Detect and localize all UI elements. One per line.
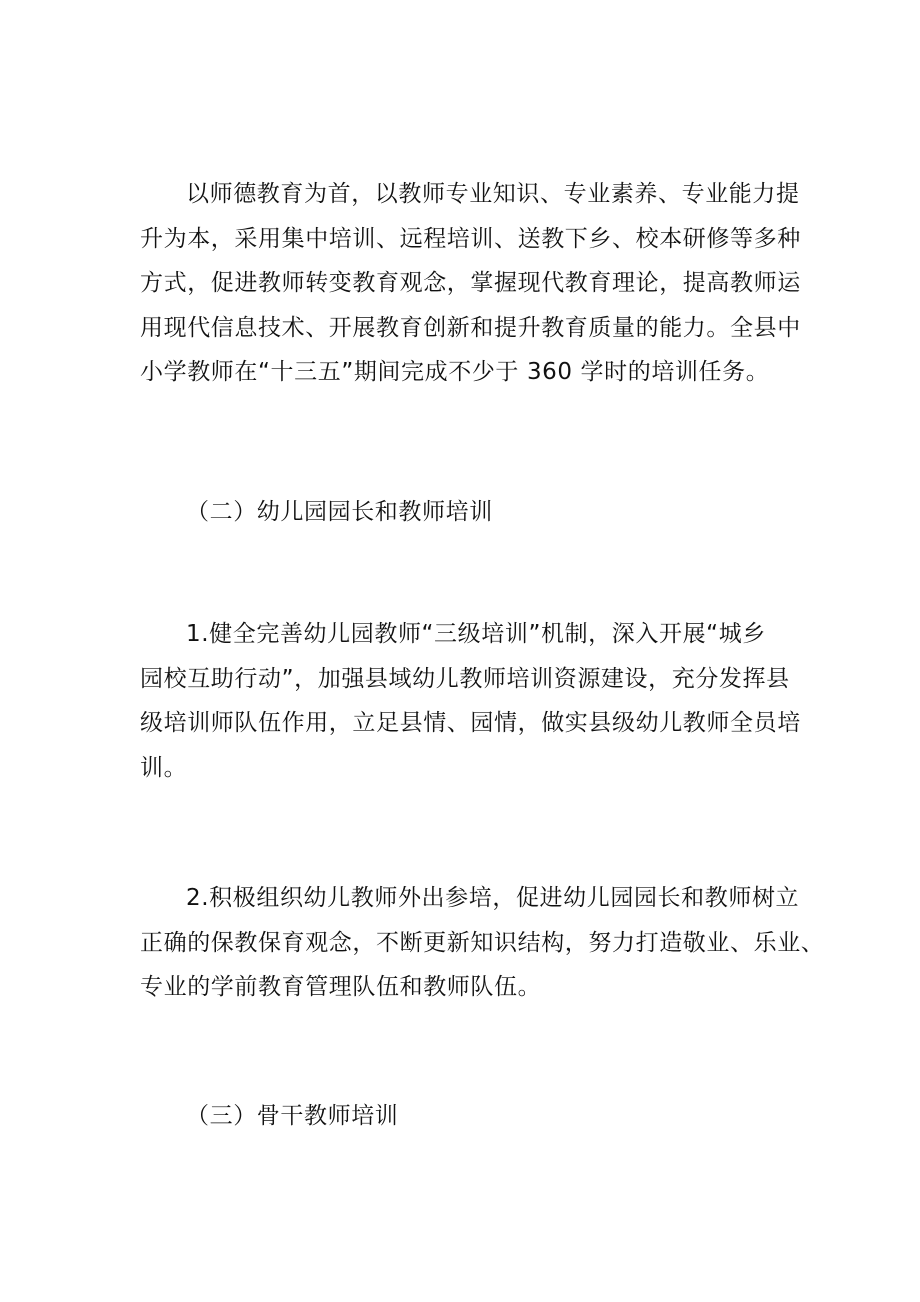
section-heading-backbone-teachers: （三）骨干教师培训 <box>186 1103 399 1129</box>
paragraph-line: 2.积极组织幼儿教师外出参培，促进幼儿园园长和教师树立 <box>186 885 800 911</box>
paragraph-line: 专业的学前教育管理队伍和教师队伍。 <box>140 974 542 1001</box>
section-heading-kindergarten: （二）幼儿园园长和教师培训 <box>186 499 493 525</box>
paragraph-line: 级培训师队伍作用，立足县情、园情，做实县级幼儿教师全员培 <box>140 710 801 737</box>
paragraph-line: 用现代信息技术、开展教育创新和提升教育质量的能力。全县中 <box>140 314 801 341</box>
paragraph-line: 以师德教育为首，以教师专业知识、专业素养、专业能力提 <box>186 181 800 207</box>
paragraph-kindergarten-item-1 <box>140 612 801 790</box>
paragraph-line: 升为本，采用集中培训、远程培训、送教下乡、校本研修等多种 <box>140 225 801 252</box>
paragraph-teacher-training-overview <box>140 172 801 395</box>
paragraph-line: 方式，促进教师转变教育观念，掌握现代教育理论，提高教师运 <box>140 270 801 297</box>
paragraph-line: 小学教师在“十三五”期间完成不少于 360 学时的培训任务。 <box>140 359 770 386</box>
paragraph-line: 1.健全完善幼儿园教师“三级培训”机制，深入开展“城乡 <box>186 621 766 647</box>
paragraph-line: 园校互助行动”，加强县域幼儿教师培训资源建设，充分发挥县 <box>140 665 790 692</box>
paragraph-line: 正确的保教保育观念，不断更新知识结构，努力打造敬业、乐业、 <box>140 929 825 956</box>
paragraph-line: 训。 <box>140 754 188 781</box>
paragraph-kindergarten-item-2 <box>140 876 825 1010</box>
